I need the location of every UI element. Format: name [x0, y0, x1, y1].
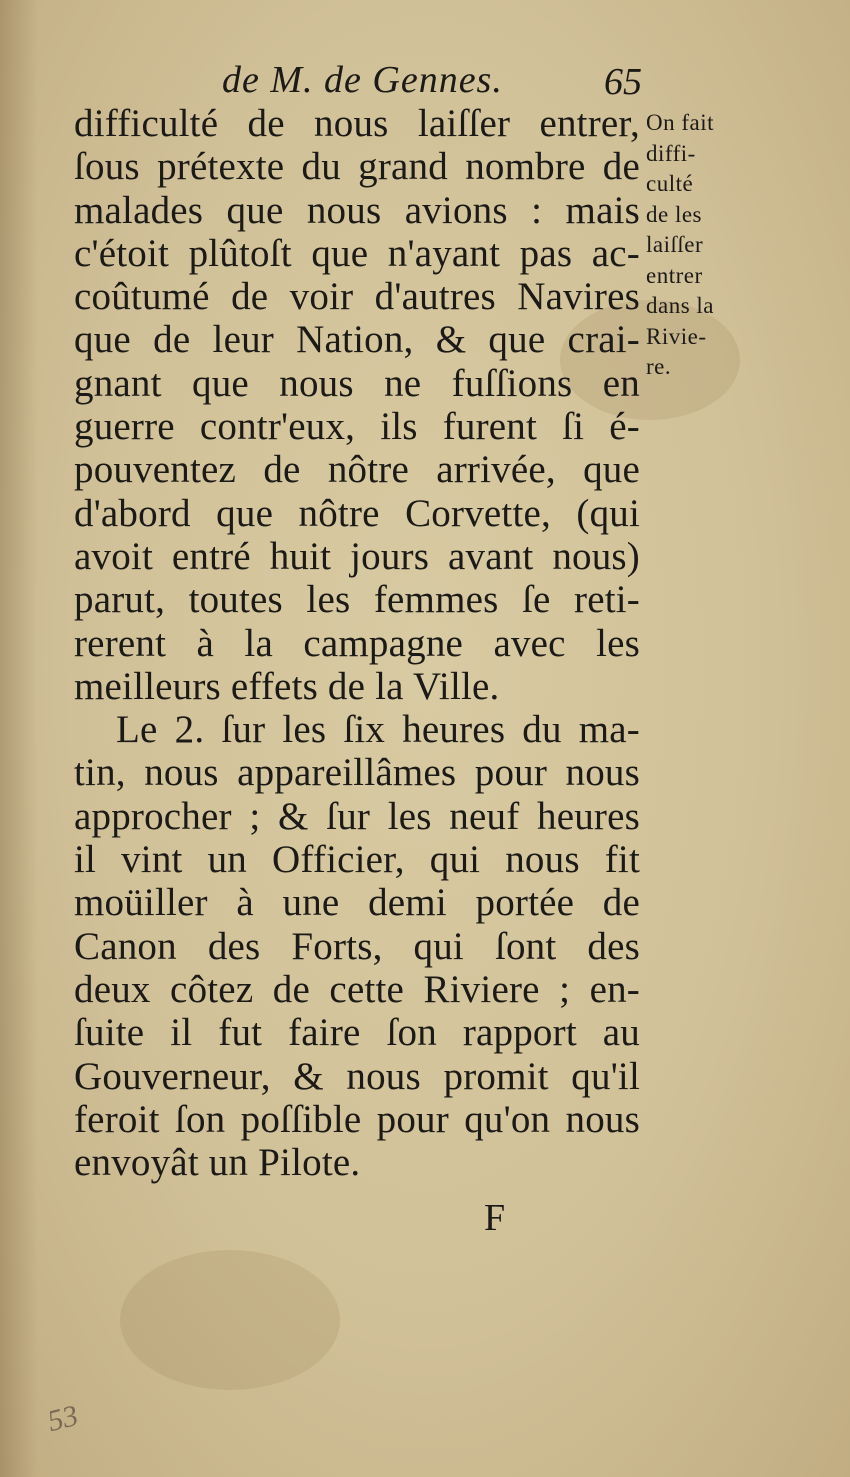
text-line: difficulté de nous laiſſer entrer, [74, 102, 640, 145]
margin-note-line: re. [646, 354, 672, 379]
paragraph-last-line: envoyât un Pilote. [74, 1141, 361, 1185]
text-line: moüiller à une demi portée de [74, 881, 640, 925]
text-line: c'étoit plûtoſt que n'ayant pas ac- [74, 231, 640, 275]
text-line: deux côtez de cette Riviere ; en- [74, 967, 640, 1011]
running-head: de M. de Gennes. [222, 59, 503, 101]
margin-note-line: laiſſer [646, 232, 704, 257]
handwritten-number: 53 [44, 1398, 82, 1439]
text-line: d'abord que nôtre Corvette, (qui [74, 491, 640, 535]
margin-note-line: On fait [646, 110, 715, 135]
text-line: tin, nous appareillâmes pour nous [74, 751, 640, 795]
margin-note-line: de les [646, 201, 703, 227]
body-text [74, 102, 640, 1184]
margin-note-line: dans la [646, 293, 715, 318]
text-line: malades que nous avions : mais [74, 188, 640, 232]
text-line: Gouverneur, & nous promit qu'il [74, 1054, 640, 1098]
page-header [0, 58, 850, 108]
paper-stain [120, 1250, 340, 1390]
text-line: coûtumé de voir d'autres Navires [74, 275, 640, 319]
binding-shadow [0, 0, 38, 1477]
text-line: avoit entré huit jours avant nous) [74, 534, 640, 578]
text-line: ſuite il fut faire ſon rapport au [74, 1011, 640, 1055]
text-line: rerent à la campagne avec les [74, 621, 640, 665]
text-line: guerre contr'eux, ils furent ſi é- [74, 405, 640, 449]
text-line: parut, toutes les femmes ſe reti- [74, 578, 640, 622]
text-line: feroit ſon poſſible pour qu'on nous [74, 1097, 640, 1141]
signature-mark: F [484, 1197, 506, 1239]
text-line: ſous prétexte du grand nombre de [74, 145, 640, 189]
margin-note-line: diffi- [646, 140, 696, 166]
text-line: il vint un Officier, qui nous fit [74, 838, 640, 882]
text-line: pouventez de nôtre arrivée, que [74, 448, 640, 492]
text-line: Canon des Forts, qui ſont des [74, 924, 640, 968]
text-line: que de leur Nation, & que crai- [74, 318, 640, 362]
margin-note-line: culté [646, 171, 694, 196]
margin-note [646, 108, 742, 383]
paragraph-first-line: Le 2. ſur les ſix heures du ma- [116, 708, 640, 752]
page-number: 65 [604, 61, 642, 103]
text-line: approcher ; & ſur les neuf heures [74, 794, 640, 838]
text-line: gnant que nous ne fuſſions en [74, 361, 640, 405]
margin-note-line: Rivie- [646, 323, 707, 349]
paragraph-last-line: meilleurs effets de la Ville. [74, 664, 500, 708]
margin-note-line: entrer [646, 262, 703, 288]
